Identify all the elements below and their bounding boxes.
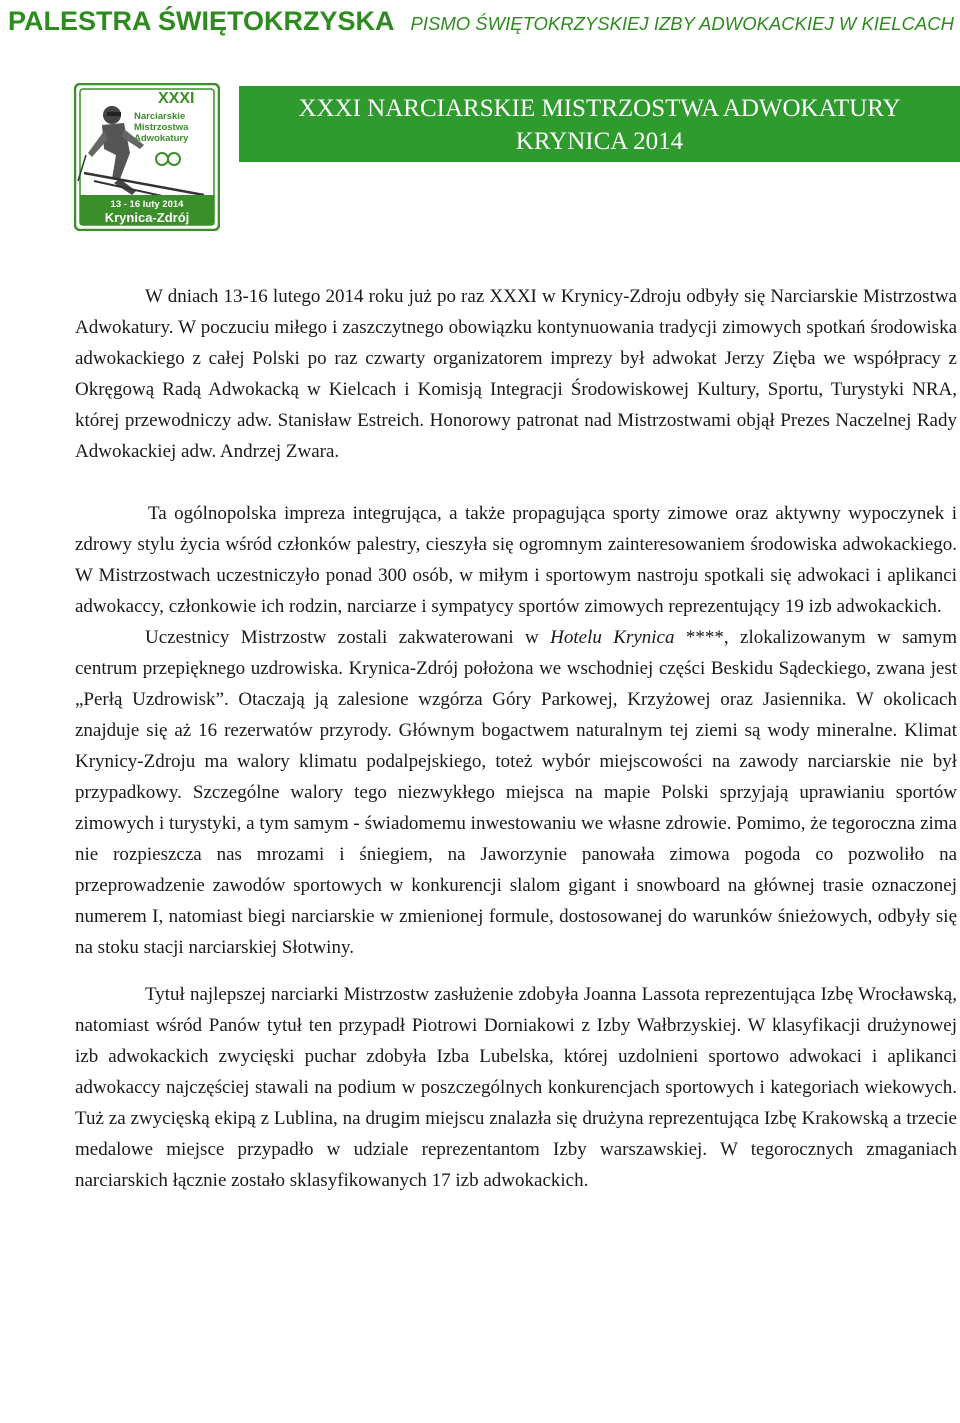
logo-place: Krynica-Zdrój — [104, 210, 190, 225]
paragraph-1: W dniach 13-16 lutego 2014 roku już po raz XXXI w Krynicy-Zdroju odbyły się Narciarskie Mistrzostwa Adwokatury. W poczuciu miłego i zaszczytnego obowiązku kontynuowania tradycji zimowych spotkań środowiska adwokackiego z całej Polski po raz czwarty organizatorem imprezy był adwokat Jerzy Zięba we współpracy z Okręgową Radą Adwokacką w Kielcach i Komisją Integracji Środowiskowej Kultury, Sportu, Turystyki NRA, której przewodniczy adw. Stanisław Estreich. Honorowy patronat nad Mistrzostwami objął Prezes Naczelnej Rady Adwokackiej adw. Andrzej Zwara. — [75, 286, 957, 462]
paragraph-2: Ta ogólnopolska impreza integrująca, a także propagująca sporty zimowe oraz aktywny wypoczynek i zdrowy stylu życia wśród członków palestry, cieszyła się ogromnym zainteresowaniem środowiska adwokackiego. W Mistrzostwach uczestniczyło ponad 300 osób, w miłym i sportowym nastroju spotkali się adwokaci i aplikanci adwokaccy, członkowie ich rodzin, narciarze i sympatycy sportów zimowych reprezentujący 19 izb adwokackich. — [75, 503, 957, 617]
paragraph-3 — [75, 622, 957, 963]
journal-brand: PALESTRA ŚWIĘTOKRZYSKA — [8, 6, 395, 36]
championship-logo — [74, 83, 220, 231]
article-body — [75, 281, 957, 1196]
logo-line2: Mistrzostwa — [134, 122, 189, 133]
logo-line1: Narciarskie — [134, 111, 186, 122]
banner-title-line2: KRYNICA 2014 — [515, 128, 684, 155]
paragraph-3-rest: ****, zlokalizowanym w samym centrum przepięknego uzdrowiska. Krynica-Zdrój położona we wschodniej części Beskidu Sądeckiego, zwana jest „Perłą Uzdrowisk”. Otaczają ją zalesione wzgórza Góry Parkowej, Krzyżowej oraz Jasiennika. W okolicach znajduje się aż 16 rezerwatów przyrody. Głównym bogactwem naturalnym tej ziemi są wody mineralne. Klimat Krynicy-Zdroju ma walory klimatu podalpejskiego, toteż wybór miejscowości na zawody narciarskie nie był przypadkowy. Szczególne walory tego niezwykłego miejsca na mapie Polski sprzyjają uprawianiu sportów zimowych i turystyki, a tym samym - świadomemu inwestowaniu we własne zdrowie. Pomimo, że tegoroczna zima nie rozpieszcza nas mrozami i śniegiem, na Jaworzynie panowała zimowa pogoda co pozwoliło na przeprowadzenie zawodów sportowych w konkurencji slalom gigant i snowboard na głównej trasie oznaczonej numerem I, natomiast biegi narciarskie w zmienionej formule, dostosowanej do warunków śnieżowych, odbyły się na stoku stacji narciarskiej Słotwiny. — [75, 627, 957, 958]
logo-line3: Adwokatury — [134, 133, 189, 144]
article-title-banner — [239, 86, 960, 162]
journal-subtitle: PISMO ŚWIĘTOKRZYSKIEJ IZBY ADWOKACKIEJ W KIELCACH — [410, 13, 954, 34]
logo-number: XXXI — [158, 90, 195, 107]
journal-header — [8, 6, 952, 42]
paragraph-4: Tytuł najlepszej narciarki Mistrzostw zasłużenie zdobyła Joanna Lassota reprezentująca Izbę Wrocławską, natomiast wśród Panów tytuł ten przypadł Piotrowi Dorniakowi z Izby Wałbrzyskiej. W klasyfikacji drużynowej izb adwokackich zwycięski puchar zdobyła Izba Lubelska, której uzdolnieni sportowo adwokaci i aplikanci adwokaccy najczęściej stawali na podium w poszczególnych konkurencjach sportowych i kategoriach wiekowych. Tuż za zwycięską ekipą z Lublina, na drugim miejscu znalazła się drużyna reprezentująca Izbę Krakowską a trzecie medalowe miejsce przypadło w udziale reprezentantom Izby warszawskiej. W tegorocznych zmaganiach narciarskich łącznie zostało sklasyfikowanych 17 izb adwokackich. — [75, 984, 957, 1191]
paragraph-3-start: Uczestnicy Mistrzostw zostali zakwaterowani w — [145, 627, 551, 648]
logo-dates: 13 - 16 luty 2014 — [110, 199, 184, 210]
banner-title-line1: XXXI NARCIARSKIE MISTRZOSTWA ADWOKATURY — [298, 95, 901, 122]
hotel-name: Hotelu Krynica — [550, 627, 675, 648]
